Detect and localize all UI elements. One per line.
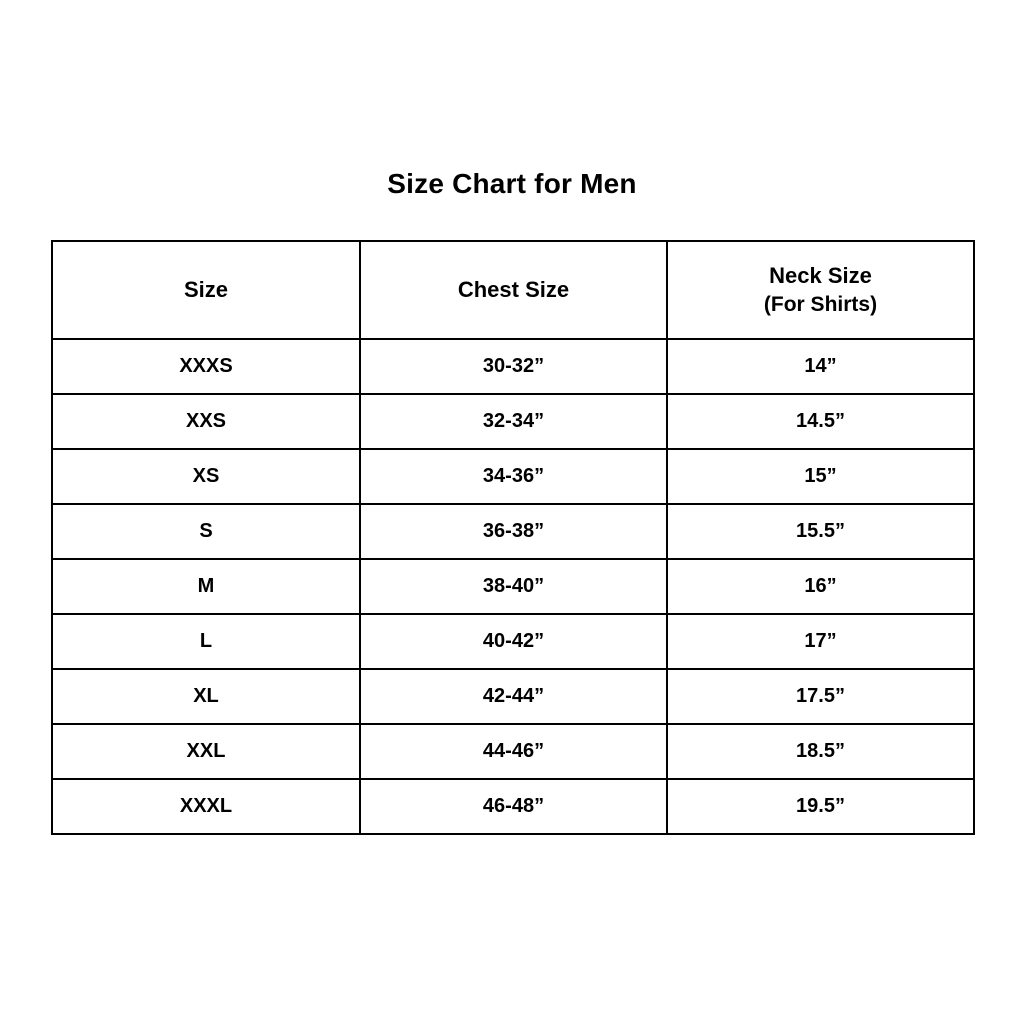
cell-chest: 44-46” xyxy=(360,724,667,779)
table-row xyxy=(52,669,974,724)
column-header-neck xyxy=(667,241,974,339)
cell-chest: 34-36” xyxy=(360,449,667,504)
cell-size: XXXL xyxy=(52,779,360,834)
cell-neck: 18.5” xyxy=(667,724,974,779)
column-header-chest xyxy=(360,241,667,339)
cell-neck: 17.5” xyxy=(667,669,974,724)
table-row xyxy=(52,724,974,779)
table-row xyxy=(52,394,974,449)
table-body xyxy=(52,339,974,834)
table-row xyxy=(52,614,974,669)
cell-size: XXS xyxy=(52,394,360,449)
column-header-neck-sublabel: (For Shirts) xyxy=(763,292,878,316)
cell-neck: 19.5” xyxy=(667,779,974,834)
cell-size: XS xyxy=(52,449,360,504)
cell-size: XXXS xyxy=(52,339,360,394)
cell-neck: 14.5” xyxy=(667,394,974,449)
size-chart-table xyxy=(51,240,975,835)
cell-neck: 14” xyxy=(667,339,974,394)
table-row xyxy=(52,449,974,504)
cell-size: XXL xyxy=(52,724,360,779)
column-header-size xyxy=(52,241,360,339)
table-row xyxy=(52,504,974,559)
cell-chest: 36-38” xyxy=(360,504,667,559)
cell-size: L xyxy=(52,614,360,669)
cell-neck: 17” xyxy=(667,614,974,669)
cell-chest: 42-44” xyxy=(360,669,667,724)
cell-chest: 46-48” xyxy=(360,779,667,834)
page-title: Size Chart for Men xyxy=(387,168,637,199)
table-row xyxy=(52,559,974,614)
cell-size: XL xyxy=(52,669,360,724)
table-header xyxy=(52,241,974,339)
cell-chest: 38-40” xyxy=(360,559,667,614)
cell-chest: 30-32” xyxy=(360,339,667,394)
column-header-size-label: Size xyxy=(183,276,229,302)
cell-neck: 15.5” xyxy=(667,504,974,559)
table-header-row xyxy=(52,241,974,339)
column-header-chest-label: Chest Size xyxy=(457,276,570,302)
cell-neck: 16” xyxy=(667,559,974,614)
size-chart-table-wrap xyxy=(51,240,973,835)
cell-neck: 15” xyxy=(667,449,974,504)
cell-chest: 32-34” xyxy=(360,394,667,449)
cell-size: M xyxy=(52,559,360,614)
cell-chest: 40-42” xyxy=(360,614,667,669)
table-row xyxy=(52,339,974,394)
cell-size: S xyxy=(52,504,360,559)
table-row xyxy=(52,779,974,834)
column-header-neck-label: Neck Size xyxy=(769,263,872,289)
